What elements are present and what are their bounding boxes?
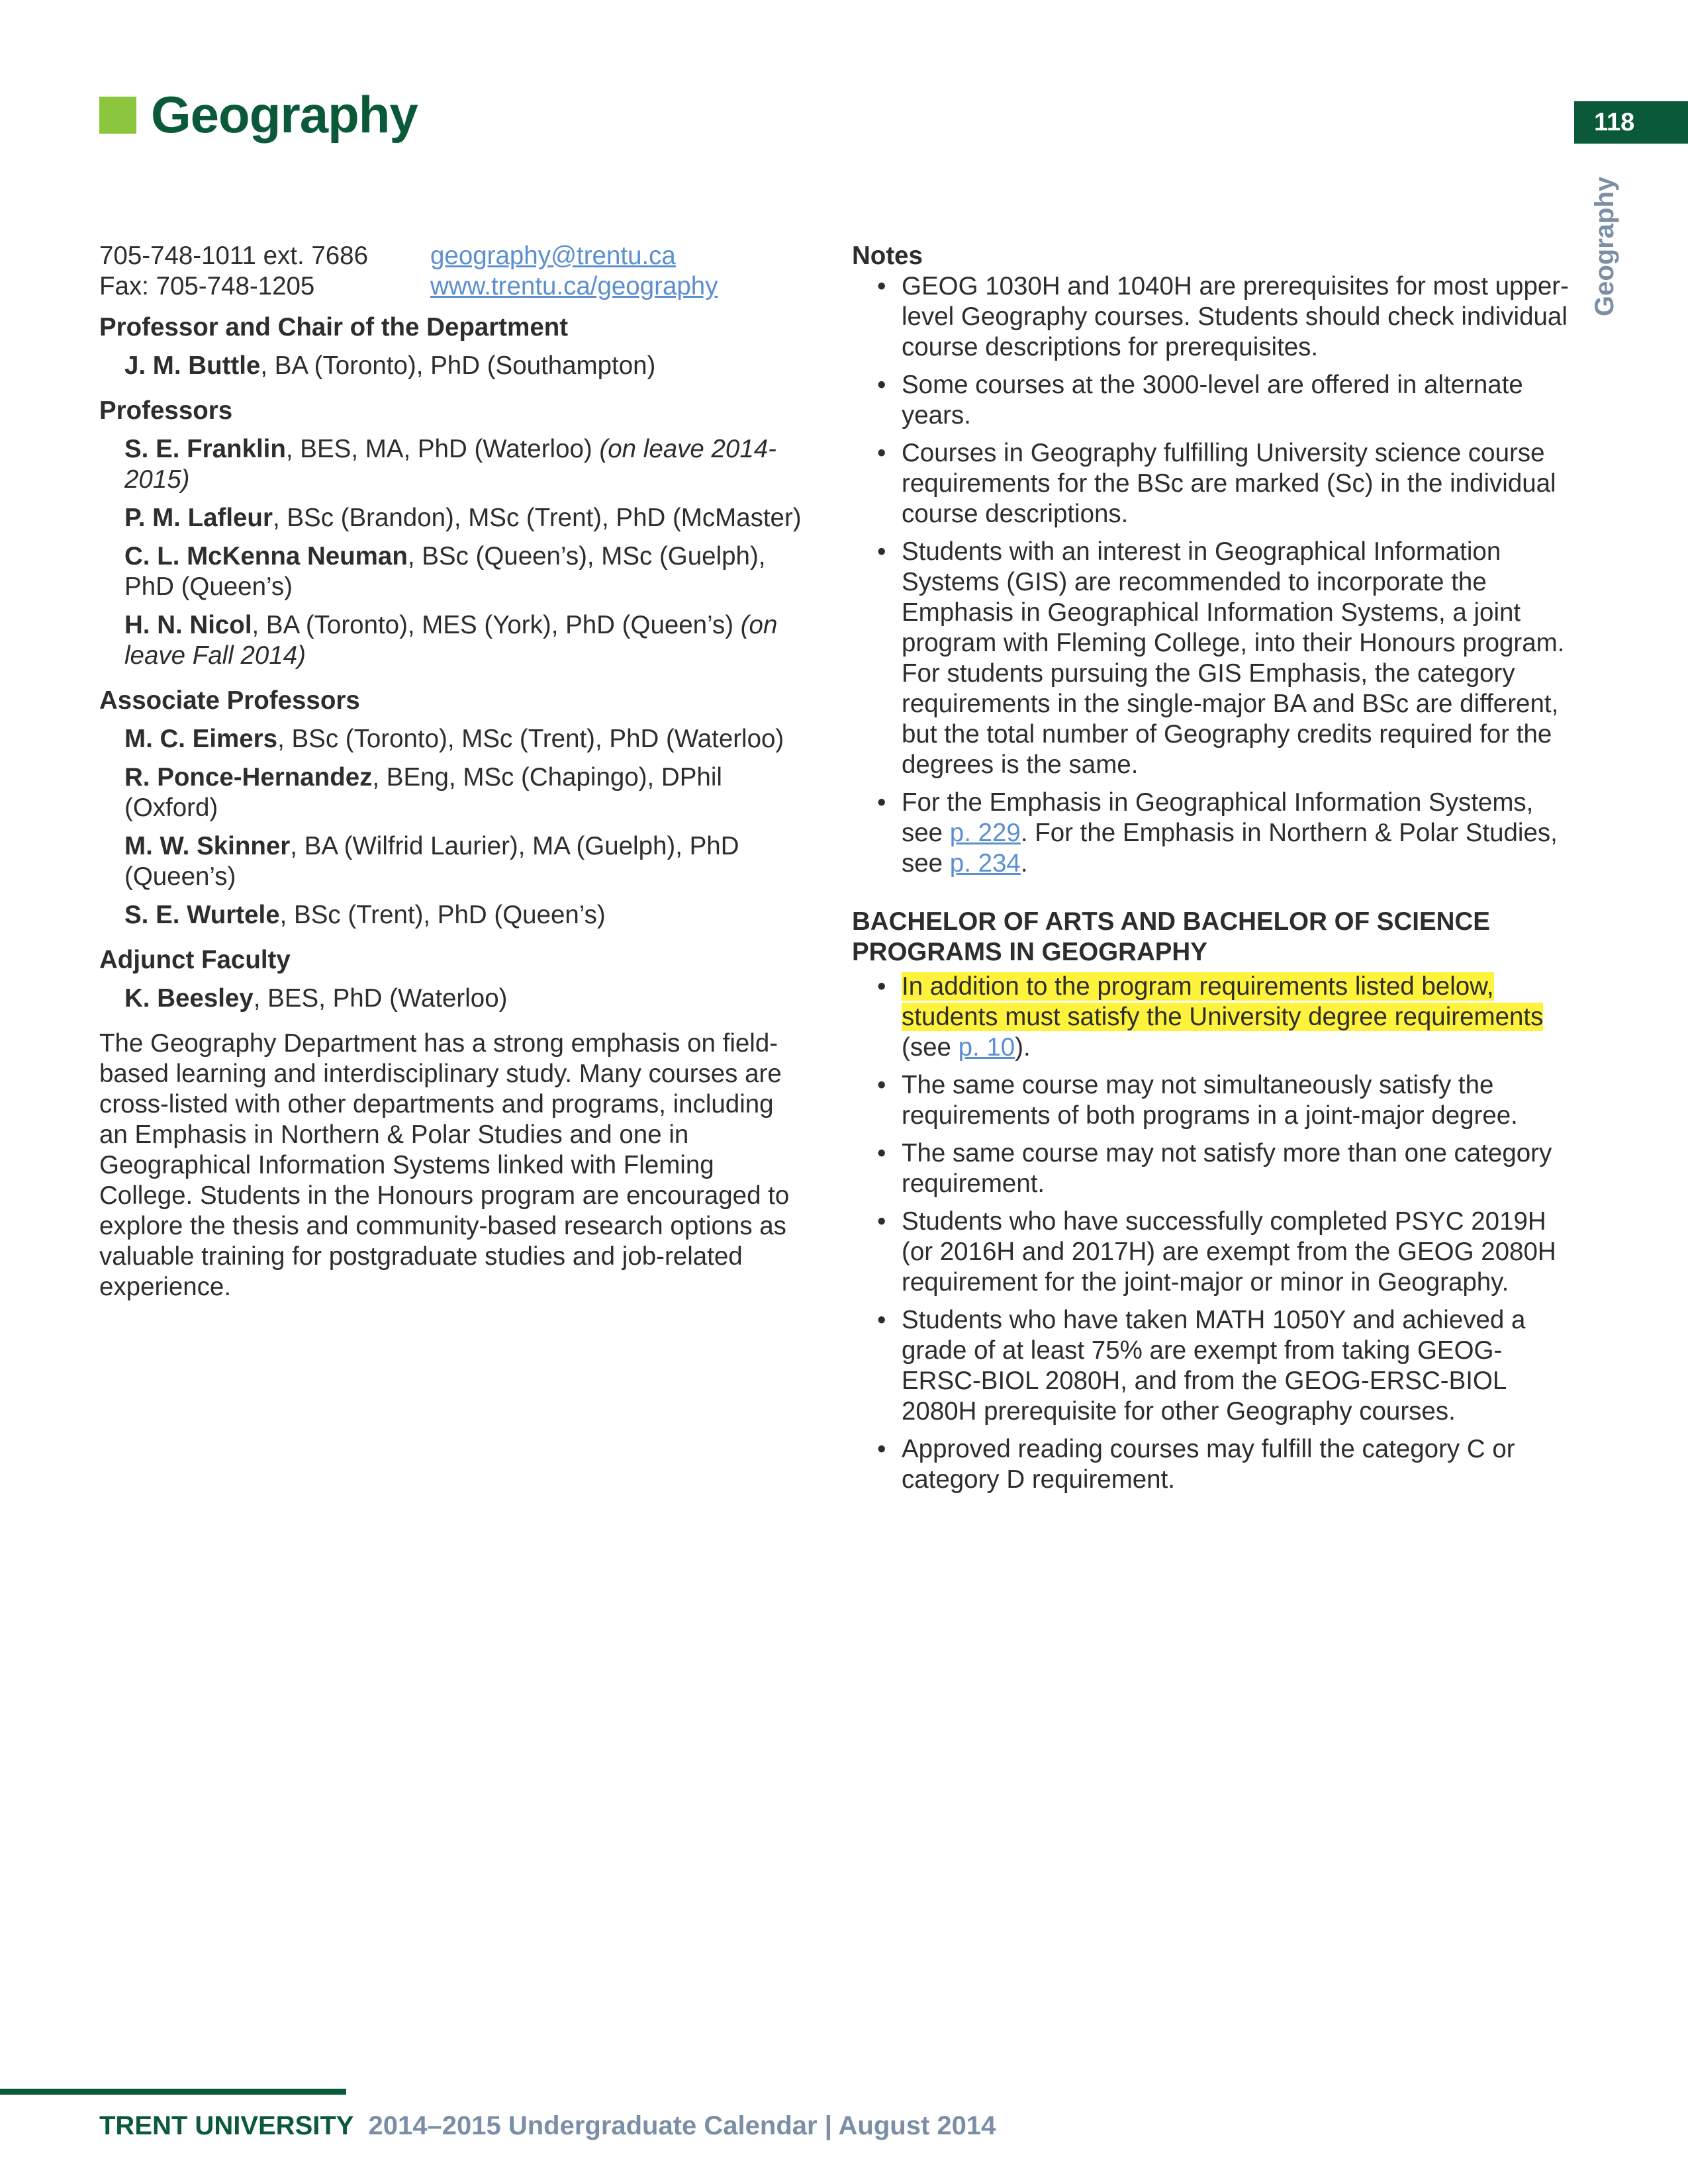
faculty-name: M. C. Eimers [124, 725, 278, 753]
list-item-text: . For the Emphasis in Northern & Polar Studies, see [902, 819, 1558, 878]
page-title-block [99, 85, 418, 145]
faculty-name: P. M. Lafleur [124, 504, 273, 532]
faculty-heading-adjunct: Adjunct Faculty [99, 946, 291, 974]
page-10-link[interactable]: p. 10 [958, 1033, 1015, 1062]
title-square-icon [99, 97, 136, 134]
faculty-member [124, 762, 808, 823]
faculty-name: J. M. Buttle [124, 351, 261, 380]
list-item: • Courses in Geography fulfilling University science course requirements for the BSc are marked (Sc) in the individual course descriptions. [852, 438, 1573, 529]
left-column [99, 241, 808, 1302]
faculty-member [124, 724, 808, 754]
faculty-credentials: , BES, PhD (Waterloo) [253, 984, 508, 1013]
faculty-name: C. L. McKenna Neuman [124, 542, 408, 570]
faculty-credentials: , BES, MA, PhD (Waterloo) [285, 435, 600, 463]
list-item [852, 788, 1573, 879]
section-side-label: Geography [1590, 176, 1619, 316]
programs-list [852, 972, 1573, 1495]
faculty-name: K. Beesley [124, 984, 254, 1013]
list-item: • The same course may not simultaneously satisfy the requirements of both programs in a joint-major degree. [852, 1070, 1573, 1131]
list-item: • The same course may not satisfy more than one category requirement. [852, 1138, 1573, 1199]
faculty-member [124, 351, 808, 381]
faculty-heading-professors: Professors [99, 396, 233, 425]
faculty-name: R. Ponce-Hernandez [124, 763, 373, 792]
email-link[interactable]: geography@trentu.ca [430, 242, 676, 270]
notes-heading: Notes [852, 242, 923, 270]
list-item: • Some courses at the 3000-level are offered in alternate years. [852, 370, 1573, 431]
faculty-heading-chair: Professor and Chair of the Department [99, 313, 569, 341]
list-item: • Students who have successfully completed PSYC 2019H (or 2016H and 2017H) are exempt from the GEOG 2080H requirement for the joint-major or minor in Geography. [852, 1206, 1573, 1298]
list-item: • Students with an interest in Geographical Information Systems (GIS) are recommended to incorporate the Emphasis in Geographical Information Systems, a joint program with Fleming College, into their Honours program. For students pursuing the GIS Emphasis, the category requirements in the single-major BA and BSc are different, but the total number of Geography credits required for the degrees is the same. [852, 537, 1573, 780]
programs-heading: BACHELOR OF ARTS AND BACHELOR OF SCIENCE PROGRAMS IN GEOGRAPHY [852, 907, 1490, 966]
faculty-credentials: , BSc (Toronto), MSc (Trent), PhD (Waterloo) [277, 725, 784, 753]
footer-calendar: 2014–2015 Undergraduate Calendar | August 2014 [368, 2111, 996, 2140]
list-item-text: (see [902, 1033, 959, 1062]
faculty-credentials: , BA (Toronto), MES (York), PhD (Queen’s) [252, 611, 741, 639]
faculty-member [124, 983, 808, 1014]
faculty-credentials: , BSc (Brandon), MSc (Trent), PhD (McMaster) [272, 504, 802, 532]
department-intro: The Geography Department has a strong emphasis on field-based learning and interdisciplinary study. Many courses are cross-listed with other departments and programs, including an Emphasis in Northern & Polar Studies and one in Geographical Information Systems linked with Fleming College. Students in the Honours program are encouraged to explore the thesis and community-based research options as valuable training for postgraduate studies and job-related experience. [99, 1029, 790, 1301]
footer-rule [0, 2089, 346, 2095]
list-item: • Students who have taken MATH 1050Y and achieved a grade of at least 75% are exempt from taking GEOG-ERSC-BIOL 2080H, and from the GEOG-ERSC-BIOL 2080H prerequisite for other Geography courses. [852, 1305, 1573, 1427]
list-item-text: . [1020, 849, 1028, 878]
notes-list [852, 271, 1573, 879]
faculty-member [124, 610, 808, 671]
highlighted-text: In addition to the program requirements listed below, students must satisfy the University degree requirements [902, 972, 1544, 1031]
page-229-link[interactable]: p. 229 [949, 819, 1021, 847]
page-number-tab: 118 [1574, 101, 1688, 144]
faculty-name: M. W. Skinner [124, 832, 291, 860]
fax-number: Fax: 705-748-1205 [99, 272, 315, 300]
list-item-text: ). [1015, 1033, 1031, 1062]
list-item: • GEOG 1030H and 1040H are prerequisites for most upper-level Geography courses. Students should check individual course descriptions for prerequisites. [852, 271, 1573, 363]
page-title: Geography [151, 85, 418, 144]
faculty-member [124, 541, 808, 602]
faculty-member [124, 831, 808, 892]
faculty-member [124, 900, 808, 931]
faculty-name: S. E. Wurtele [124, 901, 280, 929]
faculty-member [124, 503, 808, 533]
faculty-credentials: , BEng, MSc (Chapingo), DPhil (Oxford) [124, 763, 722, 822]
faculty-name: S. E. Franklin [124, 435, 286, 463]
phone-number: 705-748-1011 ext. 7686 [99, 242, 368, 270]
faculty-leave-note: (on leave Fall 2014) [124, 611, 778, 670]
faculty-name: H. N. Nicol [124, 611, 252, 639]
faculty-credentials: , BSc (Queen’s), MSc (Guelph), PhD (Queen’s) [124, 542, 766, 601]
faculty-credentials: , BA (Wilfrid Laurier), MA (Guelph), PhD (Queen’s) [124, 832, 739, 891]
website-link[interactable]: www.trentu.ca/geography [430, 272, 718, 300]
list-item-highlighted [852, 972, 1573, 1063]
faculty-credentials: , BA (Toronto), PhD (Southampton) [260, 351, 656, 380]
list-item: • Approved reading courses may fulfill the category C or category D requirement. [852, 1434, 1573, 1495]
footer-university: TRENT UNIVERSITY [99, 2111, 354, 2140]
page-234-link[interactable]: p. 234 [949, 849, 1021, 878]
faculty-credentials: , BSc (Trent), PhD (Queen’s) [279, 901, 606, 929]
faculty-member [124, 434, 808, 495]
faculty-leave-note: (on leave 2014-2015) [124, 435, 776, 494]
contact-row-phone [99, 241, 808, 271]
right-column [852, 241, 1573, 1495]
footer [99, 2111, 996, 2141]
list-item-text: For the Emphasis in Geographical Information Systems, see [902, 788, 1534, 847]
faculty-heading-associate: Associate Professors [99, 686, 360, 715]
contact-row-fax [99, 271, 808, 302]
